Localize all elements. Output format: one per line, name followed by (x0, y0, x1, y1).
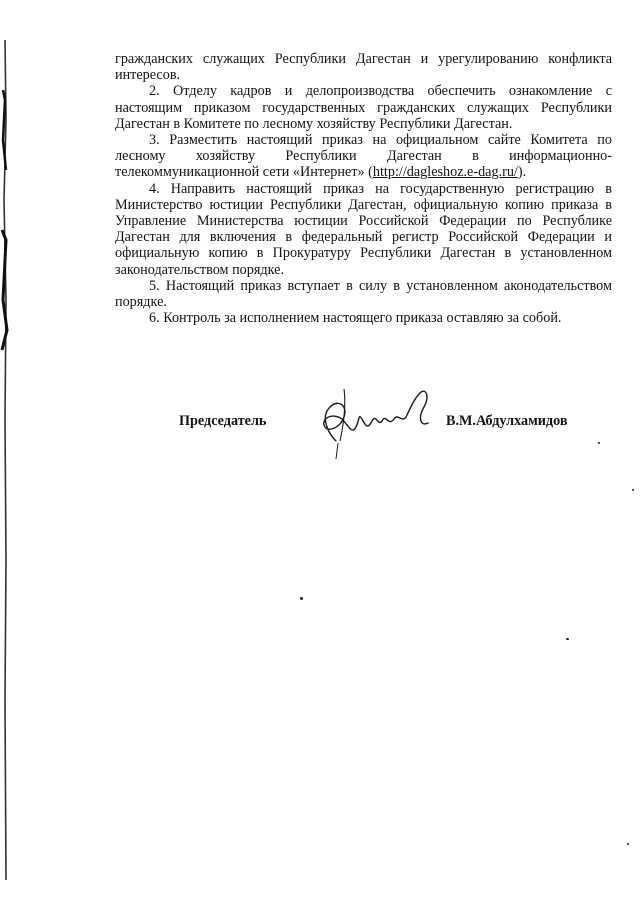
paragraph-5: 5. Настоящий приказ вступает в силу в установленном аконодательством порядке. (115, 277, 612, 311)
document-body (115, 51, 612, 326)
signature-block (0, 405, 640, 475)
paragraph-3-text: 3. Разместить настоящий приказ на официальном сайте Комитета по лесному хозяйству Республики Дагестан в информационно-телекоммуникационной сети «Интернет» ( (115, 132, 612, 181)
scan-speck (632, 489, 634, 491)
position-title: Председатель (179, 413, 267, 429)
scan-speck (627, 843, 629, 845)
paragraph-6: 6. Контроль за исполнением настоящего приказа оставляю за собой. (149, 310, 562, 327)
scan-speck (566, 638, 569, 640)
paragraph-3-closing: ). (517, 164, 527, 181)
paragraph-1: гражданских служащих Республики Дагестан и урегулированию конфликта интересов. (115, 51, 612, 84)
paragraph-3 (115, 132, 612, 181)
paragraph-4: 4. Направить настоящий приказ на государственную регистрацию в Министерство юстиции Республики Дагестан, официальную копию приказа в Управление Министерства юстиции Российской Федерации по Республике Дагестан для включения в федеральный регистр Российской Федерации и официальную копию в Прокуратуру Республики Дагестан в установленном законодательством порядке. (115, 180, 612, 278)
paragraph-2: 2. Отделу кадров и делопроизводства обеспечить ознакомление с настоящим приказом государственных гражданских служащих Республики Дагестан в Комитете по лесному хозяйству Республики Дагестан. (115, 83, 612, 132)
scan-speck (300, 597, 303, 600)
signatory-name: В.М.Абдулхамидов (446, 413, 568, 429)
handwritten-signature (308, 383, 448, 463)
scan-speck (598, 442, 600, 444)
website-link[interactable]: http://dagleshoz.e-dag.ru/ (372, 164, 518, 181)
